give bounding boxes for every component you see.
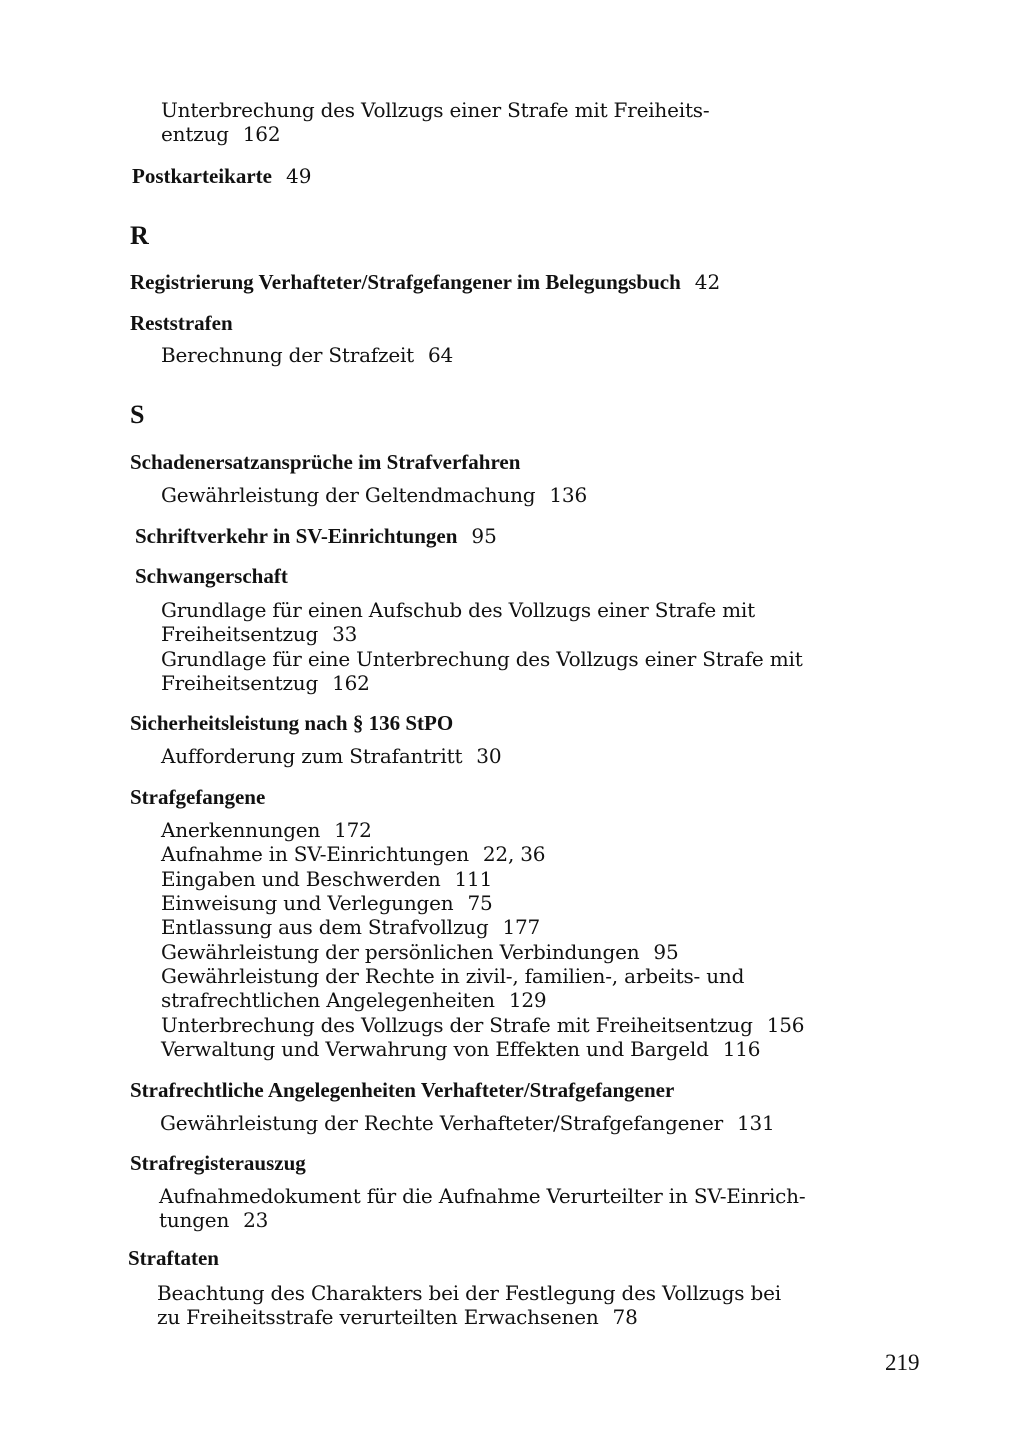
page-number: 219 bbox=[885, 1350, 920, 1375]
index-subentry bbox=[161, 744, 501, 768]
entry-text: Aufforderung zum Strafantritt bbox=[161, 744, 463, 768]
entry-text: Strafgefangene bbox=[130, 785, 266, 809]
entry-text: Einweisung und Verlegungen bbox=[161, 891, 454, 915]
index-heading bbox=[130, 785, 265, 809]
index-heading bbox=[130, 450, 520, 474]
index-subentry bbox=[161, 122, 280, 146]
entry-text: Gewährleistung der Rechte Verhafteter/Strafgefangener bbox=[160, 1111, 723, 1135]
section-letter bbox=[130, 400, 144, 430]
entry-text: Freiheitsentzug bbox=[161, 622, 319, 646]
index-subentry bbox=[161, 940, 678, 964]
entry-text: Grundlage für eine Unterbrechung des Vollzugs einer Strafe mit bbox=[161, 647, 803, 671]
entry-text: Schriftverkehr in SV-Einrichtungen bbox=[135, 524, 458, 548]
entry-page: 64 bbox=[428, 343, 454, 367]
index-heading bbox=[132, 164, 311, 188]
entry-page: 172 bbox=[334, 818, 372, 842]
index-heading bbox=[130, 311, 233, 335]
entry-page: 156 bbox=[766, 1013, 805, 1037]
entry-text: Schwangerschaft bbox=[135, 564, 288, 588]
section-letter-text: S bbox=[130, 400, 145, 429]
entry-text: entzug bbox=[161, 122, 229, 146]
index-subentry bbox=[161, 1037, 760, 1061]
index-heading bbox=[128, 1246, 219, 1270]
index-subentry bbox=[161, 647, 803, 671]
index-heading bbox=[130, 711, 453, 735]
entry-page: 162 bbox=[242, 122, 281, 146]
entry-text: Straftaten bbox=[128, 1246, 219, 1270]
entry-page: 95 bbox=[653, 940, 679, 964]
entry-page: 177 bbox=[502, 915, 541, 939]
entry-page: 129 bbox=[508, 988, 547, 1012]
entry-text: Postkarteikarte bbox=[132, 164, 272, 188]
entry-page: 136 bbox=[549, 483, 587, 507]
entry-page: 75 bbox=[467, 891, 493, 915]
entry-text: zu Freiheitsstrafe verurteilten Erwachsenen bbox=[157, 1305, 599, 1329]
index-heading bbox=[130, 270, 720, 294]
entry-text: Beachtung des Charakters bei der Festlegung des Vollzugs bei bbox=[157, 1281, 781, 1305]
index-subentry bbox=[161, 842, 545, 866]
entry-page: 78 bbox=[612, 1305, 638, 1329]
entry-page: 95 bbox=[471, 524, 497, 548]
entry-page: 22, 36 bbox=[482, 842, 546, 866]
entry-text: Grundlage für einen Aufschub des Vollzugs einer Strafe mit bbox=[161, 598, 755, 622]
entry-text: Schadenersatzansprüche im Strafverfahren bbox=[130, 450, 521, 474]
index-subentry bbox=[161, 598, 755, 622]
entry-text: strafrechtlichen Angelegenheiten bbox=[161, 988, 495, 1012]
index-heading bbox=[130, 1078, 674, 1102]
entry-text: Strafregisterauszug bbox=[130, 1151, 306, 1175]
index-subentry bbox=[160, 1111, 775, 1135]
entry-page: 30 bbox=[476, 744, 502, 768]
entry-page: 111 bbox=[454, 867, 493, 891]
entry-text: Strafrechtliche Angelegenheiten Verhafteter/Strafgefangener bbox=[130, 1078, 675, 1102]
index-subentry bbox=[161, 867, 492, 891]
entry-text: Aufnahmedokument für die Aufnahme Verurteilter in SV-Einrich- bbox=[159, 1184, 806, 1208]
entry-text: Entlassung aus dem Strafvollzug bbox=[161, 915, 489, 939]
entry-text: Reststrafen bbox=[130, 311, 233, 335]
entry-text: Freiheitsentzug bbox=[161, 671, 319, 695]
index-subentry bbox=[161, 98, 709, 122]
entry-text: Anerkennungen bbox=[161, 818, 321, 842]
entry-text: Sicherheitsleistung nach § 136 StPO bbox=[130, 711, 454, 735]
index-subentry bbox=[157, 1305, 638, 1329]
index-subentry bbox=[159, 1184, 805, 1208]
entry-text: Verwaltung und Verwahrung von Effekten und Bargeld bbox=[161, 1037, 709, 1061]
entry-page: 131 bbox=[736, 1111, 775, 1135]
entry-text: tungen bbox=[159, 1208, 230, 1232]
index-subentry bbox=[161, 915, 540, 939]
index-subentry bbox=[161, 988, 546, 1012]
entry-text: Berechnung der Strafzeit bbox=[161, 343, 415, 367]
index-subentry bbox=[161, 891, 493, 915]
index-subentry bbox=[157, 1281, 781, 1305]
entry-page: 116 bbox=[722, 1037, 761, 1061]
entry-page: 42 bbox=[694, 270, 721, 294]
index-subentry bbox=[161, 622, 357, 646]
index-subentry bbox=[161, 483, 587, 507]
index-subentry bbox=[161, 818, 372, 842]
index-subentry bbox=[159, 1208, 268, 1232]
entry-page: 33 bbox=[332, 622, 358, 646]
index-heading bbox=[130, 1151, 306, 1175]
section-letter-text: R bbox=[130, 221, 149, 250]
entry-text: Gewährleistung der persönlichen Verbindungen bbox=[161, 940, 640, 964]
index-subentry bbox=[161, 343, 453, 367]
index-subentry bbox=[161, 671, 370, 695]
index-subentry bbox=[161, 1013, 804, 1037]
entry-text: Unterbrechung des Vollzugs einer Strafe mit Freiheits- bbox=[161, 98, 710, 122]
index-heading bbox=[135, 524, 497, 548]
entry-text: Gewährleistung der Rechte in zivil-, familien-, arbeits- und bbox=[161, 964, 745, 988]
entry-page: 162 bbox=[332, 671, 370, 695]
entry-text: Aufnahme in SV-Einrichtungen bbox=[161, 842, 469, 866]
entry-page: 23 bbox=[243, 1208, 269, 1232]
index-heading bbox=[135, 564, 288, 588]
entry-text: Registrierung Verhafteter/Strafgefangener im Belegungsbuch bbox=[130, 270, 681, 294]
entry-text: Gewährleistung der Geltendmachung bbox=[161, 483, 536, 507]
entry-text: Unterbrechung des Vollzugs der Strafe mit Freiheitsentzug bbox=[161, 1013, 753, 1037]
entry-page: 49 bbox=[285, 164, 312, 188]
section-letter bbox=[130, 221, 149, 251]
entry-text: Eingaben und Beschwerden bbox=[161, 867, 441, 891]
index-subentry bbox=[161, 964, 744, 988]
